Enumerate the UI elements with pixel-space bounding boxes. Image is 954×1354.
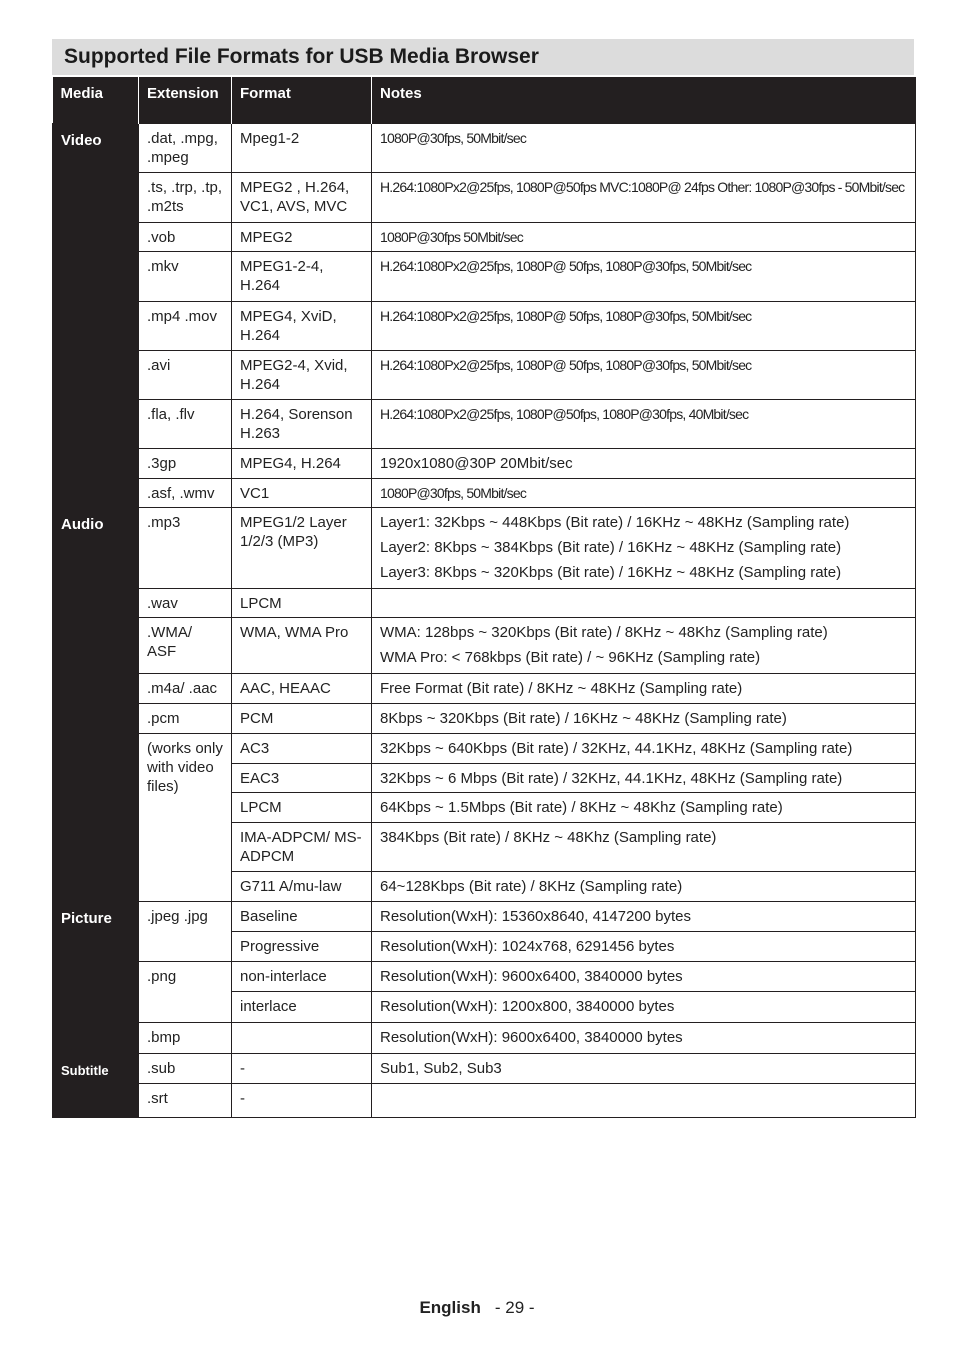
notes-cell: Resolution(WxH): 1024x768, 6291456 bytes [372,931,916,961]
extension-cell: .fla, .flv [139,399,232,448]
format-cell: - [232,1053,372,1083]
table-row [53,172,916,222]
notes-cell: 32Kbps ~ 640Kbps (Bit rate) / 32KHz, 44.1KHz, 48KHz (Sampling rate) [372,733,916,763]
format-cell: MPEG4, XviD, H.264 [232,301,372,350]
format-cell: non-interlace [232,961,372,991]
extension-cell: .WMA/ ASF [139,617,232,673]
extension-cell: .bmp [139,1022,232,1053]
media-audio: Audio [53,507,139,901]
section-title-bar [52,39,914,75]
notes-cell: 384Kbps (Bit rate) / 8KHz ~ 48Khz (Sampling rate) [372,822,916,871]
media-subtitle: Subtitle [53,1053,139,1117]
note-line: WMA: 128bps ~ 320Kbps (Bit rate) / 8KHz ~ 48Khz (Sampling rate) [380,623,828,641]
notes-cell: 64~128Kbps (Bit rate) / 8KHz (Sampling rate) [372,871,916,901]
notes-cell: H.264:1080Px2@25fps, 1080P@50fps, 1080P@30fps, 40Mbit/sec [372,399,916,448]
extension-cell: .png [139,961,232,1022]
extension-cell: .vob [139,222,232,251]
table-row [53,399,916,448]
notes-cell: Free Format (Bit rate) / 8KHz ~ 48KHz (Sampling rate) [372,673,916,703]
header-extension: Extension [139,77,232,123]
table-row [53,673,916,703]
page-number: - 29 - [494,1298,535,1317]
note-line: Layer2: 8Kbps ~ 384Kbps (Bit rate) / 16KHz ~ 48KHz (Sampling rate) [380,538,842,556]
header-format: Format [232,77,372,123]
table-row [53,733,916,763]
extension-cell: .wav [139,588,232,617]
notes-cell: H.264:1080Px2@25fps, 1080P@ 50fps, 1080P@30fps, 50Mbit/sec [372,350,916,399]
notes-cell: H.264:1080Px2@25fps, 1080P@ 50fps, 1080P@30fps, 50Mbit/sec [372,251,916,301]
notes-cell: 64Kbps ~ 1.5Mbps (Bit rate) / 8KHz ~ 48Khz (Sampling rate) [372,792,916,822]
format-cell: Progressive [232,931,372,961]
extension-cell: .mkv [139,251,232,301]
table-row [53,1053,916,1083]
notes-cell [372,617,916,673]
table-row [53,1083,916,1117]
format-cell: IMA-ADPCM/ MS-ADPCM [232,822,372,871]
format-cell: MPEG2 [232,222,372,251]
media-picture: Picture [53,901,139,1053]
notes-cell [372,507,916,588]
formats-table [52,77,916,1118]
note-line: Layer3: 8Kbps ~ 320Kbps (Bit rate) / 16KHz ~ 48KHz (Sampling rate) [380,563,842,581]
notes-cell: 8Kbps ~ 320Kbps (Bit rate) / 16KHz ~ 48KHz (Sampling rate) [372,703,916,733]
format-cell: LPCM [232,588,372,617]
note-line: WMA Pro: < 768kbps (Bit rate) / ~ 96KHz (Sampling rate) [380,648,761,666]
format-cell: MPEG1-2-4, H.264 [232,251,372,301]
extension-cell: .mp4 .mov [139,301,232,350]
table-row [53,703,916,733]
notes-cell: Sub1, Sub2, Sub3 [372,1053,916,1083]
format-cell: AAC, HEAAC [232,673,372,703]
table-row [53,901,916,931]
format-cell: PCM [232,703,372,733]
table-row [53,123,916,172]
format-cell: H.264, Sorenson H.263 [232,399,372,448]
notes-cell [372,1083,916,1117]
extension-cell: .ts, .trp, .tp, .m2ts [139,172,232,222]
extension-cell: .srt [139,1083,232,1117]
table-row [53,961,916,991]
extension-cell: .mp3 [139,507,232,588]
page-title: Supported File Formats for USB Media Browser [64,45,539,68]
header-media: Media [53,77,139,123]
table-row [53,448,916,478]
format-cell: WMA, WMA Pro [232,617,372,673]
notes-cell: 1080P@30fps 50Mbit/sec [372,222,916,251]
extension-cell: .pcm [139,703,232,733]
notes-cell: 32Kbps ~ 6 Mbps (Bit rate) / 32KHz, 44.1KHz, 48KHz (Sampling rate) [372,763,916,792]
extension-cell: .3gp [139,448,232,478]
format-cell: Mpeg1-2 [232,123,372,172]
table-row [53,588,916,617]
format-cell [232,1022,372,1053]
table-row [53,350,916,399]
format-cell: G711 A/mu-law [232,871,372,901]
notes-cell [372,588,916,617]
notes-cell: Resolution(WxH): 9600x6400, 3840000 bytes [372,961,916,991]
format-cell: MPEG4, H.264 [232,448,372,478]
format-cell: - [232,1083,372,1117]
extension-cell: .jpeg .jpg [139,901,232,961]
table-row [53,478,916,507]
notes-cell: 1920x1080@30P 20Mbit/sec [372,448,916,478]
extension-cell: (works only with video files) [139,733,232,901]
table-header-row [53,77,916,123]
extension-cell: .asf, .wmv [139,478,232,507]
notes-cell: H.264:1080Px2@25fps, 1080P@50fps MVC:1080P@ 24fps Other: 1080P@30fps - 50Mbit/sec [372,172,916,222]
page-footer [0,1298,954,1318]
table-row [53,1022,916,1053]
notes-cell: 1080P@30fps, 50Mbit/sec [372,123,916,172]
table-row [53,507,916,588]
extension-cell: .sub [139,1053,232,1083]
table-row [53,251,916,301]
footer-language: English [419,1298,481,1317]
notes-cell: H.264:1080Px2@25fps, 1080P@ 50fps, 1080P@30fps, 50Mbit/sec [372,301,916,350]
notes-cell: Resolution(WxH): 15360x8640, 4147200 bytes [372,901,916,931]
notes-cell: 1080P@30fps, 50Mbit/sec [372,478,916,507]
header-notes: Notes [372,77,916,123]
notes-cell: Resolution(WxH): 1200x800, 3840000 bytes [372,991,916,1022]
table-row [53,617,916,673]
extension-cell: .dat, .mpg, .mpeg [139,123,232,172]
format-cell: EAC3 [232,763,372,792]
format-cell: AC3 [232,733,372,763]
format-cell: MPEG1/2 Layer 1/2/3 (MP3) [232,507,372,588]
media-video: Video [53,123,139,507]
table-row [53,222,916,251]
format-cell: VC1 [232,478,372,507]
format-cell: Baseline [232,901,372,931]
note-line: Layer1: 32Kbps ~ 448Kbps (Bit rate) / 16KHz ~ 48KHz (Sampling rate) [380,513,850,531]
extension-cell: .m4a/ .aac [139,673,232,703]
format-cell: interlace [232,991,372,1022]
notes-cell: Resolution(WxH): 9600x6400, 3840000 bytes [372,1022,916,1053]
format-cell: MPEG2 , H.264, VC1, AVS, MVC [232,172,372,222]
table-row [53,301,916,350]
format-cell: LPCM [232,792,372,822]
extension-cell: .avi [139,350,232,399]
format-cell: MPEG2-4, Xvid, H.264 [232,350,372,399]
